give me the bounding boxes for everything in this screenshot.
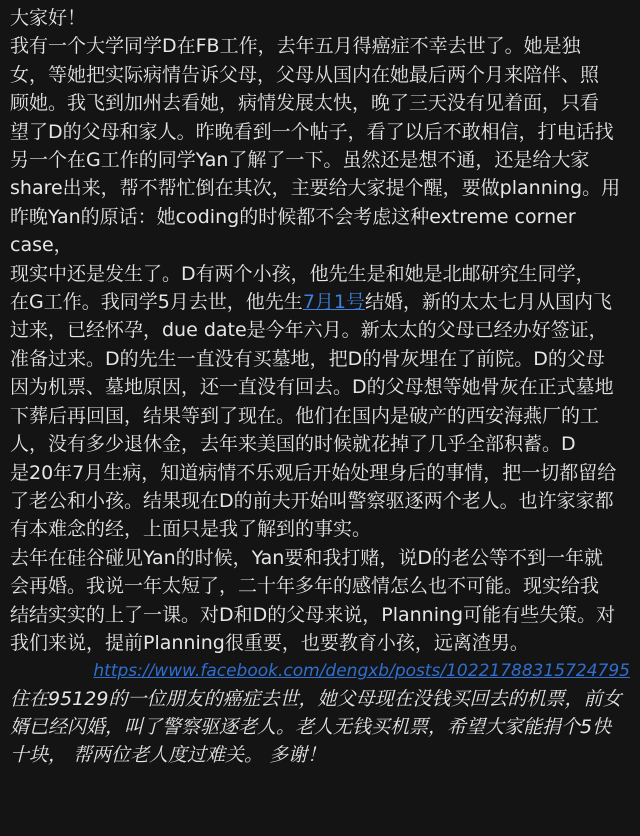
facebook-post-link[interactable]: https://www.facebook.com/dengxb/posts/10221788315724795 — [93, 661, 630, 682]
post-body — [10, 4, 632, 769]
donation-note: 住在95129的一位朋友的癌症去世，她父母现在没钱买回去的机票，前女 婿已经闪婚，叫了警察驱逐老人。老人无钱买机票，希望大家能捐个5快 十块， 帮两位老人度过难关。 多谢！ — [10, 688, 622, 767]
story-text-part-2: 结婚，新的太太七月从国内飞 过来，已经怀孕，due date是今年六月。新太太的父母已经办好签证， 准备过来。D的先生一直没有买墓地，把D的骨灰埋在了前院。D的父母 因为机票、墓地原因，还一直没有回去。D的父母想等她骨灰在正式墓地 下葬后再回国，结果等到了现在。他们在国内是破产的西安海燕厂的工 人，没有多少退休金，去年来美国的时候就花掉了几乎全部积蓄。D 是20年7月生病，知道病情不乐观后开始处理身后的事情，把一切都留给 了老公和小孩。结果现在D的前夫开始叫警察驱逐两个老人。也许家家都 有本难念的经，上面只是我了解到的事实。 — [10, 291, 617, 541]
link-line — [10, 657, 632, 685]
story-paragraph — [10, 32, 632, 543]
lesson-paragraph: 去年在硅谷碰见Yan的时候，Yan要和我打赌，说D的老公等不到一年就 会再婚。我说一年太短了，二十年多年的感情怎么也不可能。现实给我 结结实实的上了一课。对D和D的父母来说，Planning可能有些失策。对 我们来说，提前Planning很重要，也要教育小孩，远离渣男。 — [10, 546, 616, 654]
greeting-text: 大家好！ — [10, 7, 87, 29]
story-text-part-1: 我有一个大学同学D在FB工作，去年五月得癌症不幸去世了。她是独 女，等她把实际病情告诉父母，父母从国内在她最后两个月来陪伴、照 顾她。我飞到加州去看她，病情发展太快，晚了三天没有见着面，只看 望了D的父母和家人。昨晚看到一个帖子，看了以后不敢相信，打电话找 另一个在G工作的同学Yan了解了一下。虽然还是想不通，还是给大家 share出来，帮不帮忙倒在其次，主要给大家提个醒，要做planning。用 昨晚Yan的原话：她coding的时候都不会考虑这种extreme corner case， 现实中还是发生了。D有两个小孩，他先生是和她是北邮研究生同学， 在G工作。我同学5月去世，他先生 — [10, 35, 621, 314]
date-link[interactable]: 7月1号 — [302, 291, 365, 314]
